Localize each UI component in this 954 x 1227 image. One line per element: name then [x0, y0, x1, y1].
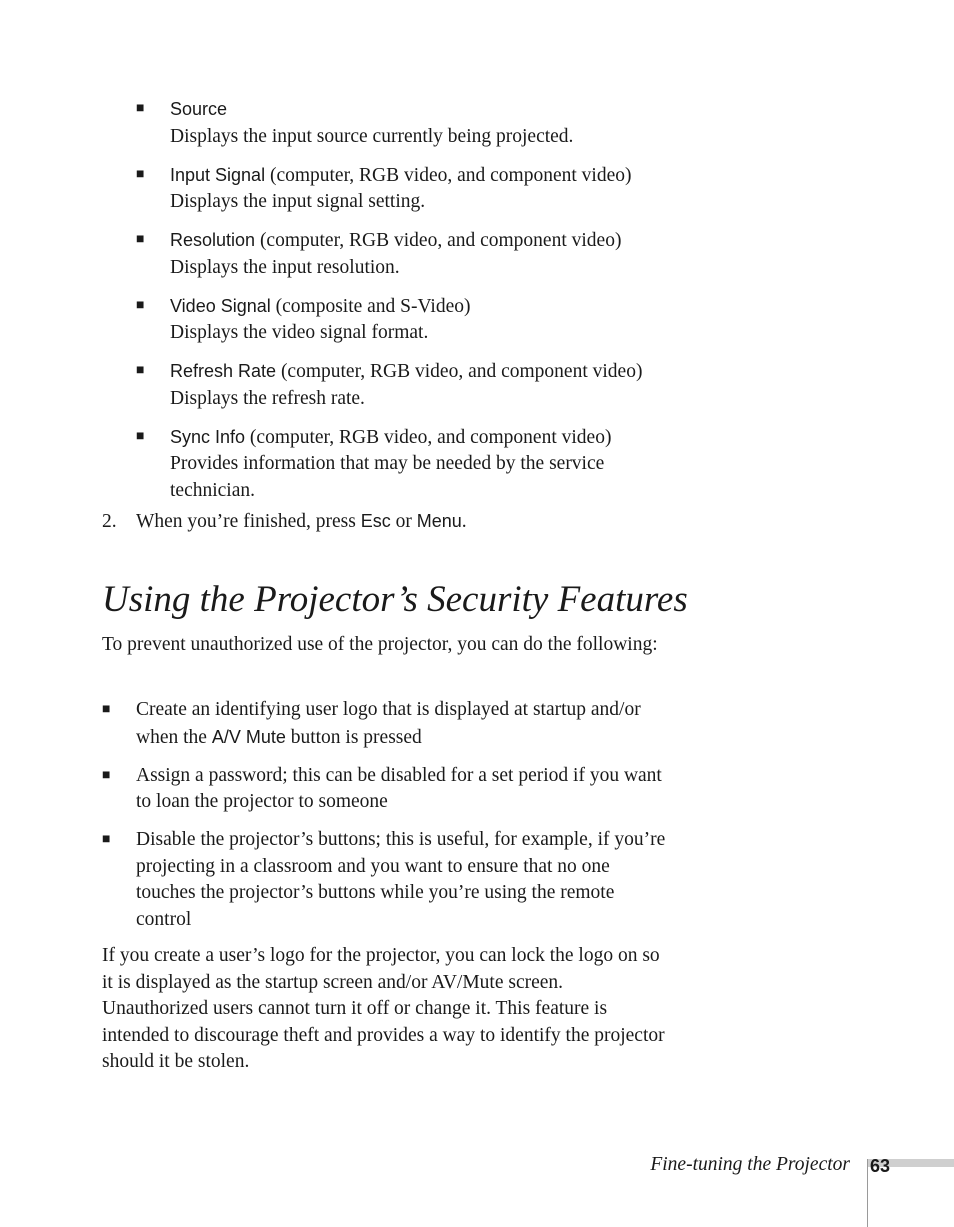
- key-menu: Menu: [416, 511, 462, 531]
- step-text: .: [461, 511, 467, 532]
- step-text: or: [390, 511, 417, 532]
- info-item-list: [136, 96, 676, 516]
- list-item: [102, 763, 672, 816]
- info-item-term: Video Signal: [170, 295, 271, 316]
- key-av-mute: A/V Mute: [211, 726, 286, 747]
- info-item: [136, 162, 676, 216]
- info-item-term: Input Signal: [170, 164, 266, 185]
- bullet-icon: ■: [136, 101, 145, 116]
- info-item-description: Displays the input signal setting.: [170, 191, 426, 212]
- info-item: [136, 358, 676, 412]
- info-item-term: Sync Info: [170, 426, 246, 447]
- info-item-term: Source: [170, 99, 228, 119]
- info-item-qualifier: (computer, RGB video, and component video): [249, 426, 612, 448]
- bullet-icon: ■: [102, 832, 111, 847]
- info-item-description: Displays the input source currently being projected.: [170, 125, 574, 147]
- info-item-qualifier: (computer, RGB video, and component video): [269, 164, 632, 186]
- list-item-text: Create an identifying user logo that is displayed at startup and/or when the: [136, 699, 641, 748]
- security-feature-list: [102, 697, 672, 945]
- step-2: [102, 508, 682, 536]
- bullet-icon: ■: [102, 767, 111, 783]
- list-item: [102, 697, 672, 751]
- bullet-icon: ■: [136, 363, 145, 378]
- info-item: [136, 96, 676, 150]
- info-item-term: Resolution: [170, 230, 256, 250]
- bullet-icon: ■: [136, 166, 145, 182]
- info-item-qualifier: (composite and S-Video): [275, 295, 471, 317]
- info-item-description: Displays the video signal format.: [170, 322, 429, 343]
- info-item-qualifier: (computer, RGB video, and component video): [280, 361, 643, 382]
- info-item-qualifier: (computer, RGB video, and component video): [259, 230, 622, 251]
- list-item-text: button is pressed: [285, 726, 422, 748]
- info-item: [136, 424, 676, 505]
- info-item-description: Provides information that may be needed by the service technician.: [170, 453, 605, 501]
- list-item: [102, 827, 672, 933]
- footer-chapter-title: Fine-tuning the Projector: [650, 1154, 850, 1175]
- section-heading: Using the Projector’s Security Features: [102, 574, 694, 626]
- bullet-icon: ■: [136, 428, 145, 444]
- info-item-description: Displays the refresh rate.: [170, 387, 365, 409]
- step-number: 2.: [102, 511, 117, 532]
- bullet-icon: ■: [102, 702, 111, 717]
- info-item: [136, 293, 676, 347]
- info-item-description: Displays the input resolution.: [170, 256, 400, 278]
- list-item-text: Disable the projector’s buttons; this is useful, for example, if you’re projecting in a classroom and you want to ensure that no one touches the projector’s buttons while you’re using the remote control: [136, 829, 666, 930]
- key-esc: Esc: [360, 511, 391, 531]
- info-item: [136, 227, 676, 281]
- step-text: When you’re finished, press: [136, 511, 361, 532]
- bullet-icon: ■: [136, 232, 145, 247]
- closing-paragraph: If you create a user’s logo for the projector, you can lock the logo on so it is displayed as the startup screen and/or AV/Mute screen. Unauthorized users cannot turn it off or change it. This feature is intended to discourage theft and provides a way to identify the projector should it be stolen.: [102, 945, 665, 1072]
- info-item-term: Refresh Rate: [170, 361, 277, 381]
- page-number: 63: [870, 1156, 891, 1176]
- section-intro: To prevent unauthorized use of the projector, you can do the following:: [102, 634, 658, 655]
- bullet-icon: ■: [136, 297, 145, 313]
- list-item-text: Assign a password; this can be disabled for a set period if you want to loan the projector to someone: [136, 764, 662, 812]
- footer-rule: [867, 1159, 868, 1227]
